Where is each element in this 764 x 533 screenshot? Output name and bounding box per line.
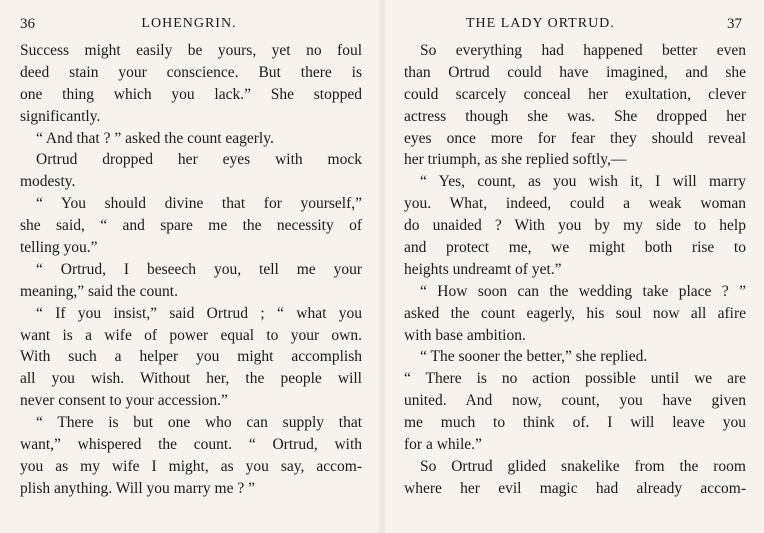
text-line: “ And that ? ” asked the count eagerly. [36, 129, 274, 147]
text-line: where her evil magic had already accom- [404, 479, 746, 497]
right-page-number: 37 [727, 16, 742, 32]
text-line: So Ortrud glided snakelike from the room [420, 457, 746, 475]
text-line: Success might easily be yours, yet no foul [20, 42, 362, 59]
left-page-number: 36 [20, 16, 35, 32]
text-line: “ Yes, count, as you wish it, I will marry [420, 173, 746, 191]
text-line: you as my wife I might, as you say, accom- [20, 457, 362, 475]
text-line: “ You should divine that for yourself,” [36, 195, 362, 213]
text-line: for a while.” [404, 436, 482, 454]
text-line: could scarcely conceal her exultation, clever [404, 85, 746, 103]
left-running-head [20, 16, 358, 36]
right-page [382, 0, 764, 533]
text-line: actress though she was. She dropped her [404, 107, 746, 125]
text-line: deed stain your conscience. But there is [20, 63, 362, 81]
text-line: “ How soon can the wedding take place ? ” [420, 282, 746, 300]
text-line: all you wish. Without her, the people will [20, 370, 362, 388]
text-line: significantly. [20, 107, 101, 125]
text-line: and protect me, we might both rise to [404, 239, 746, 257]
text-line: “ Ortrud, I beseech you, tell me your [36, 260, 362, 278]
left-running-title: LOHENGRIN. [141, 16, 237, 31]
right-page-text [404, 40, 746, 500]
right-running-title: THE LADY ORTRUD. [466, 16, 615, 31]
text-line: want,” whispered the count. “ Ortrud, with [20, 436, 362, 454]
text-line: want is a wife of power equal to your own. [20, 326, 362, 344]
left-page-text [20, 40, 362, 500]
text-line: with base ambition. [404, 326, 526, 344]
text-line: asked the count eagerly, his soul now all afire [404, 304, 746, 322]
text-line: you. What, indeed, could a weak woman [404, 195, 746, 213]
text-line: plish anything. Will you marry me ? ” [20, 479, 255, 497]
text-line: her triumph, as she replied softly,— [404, 151, 627, 169]
text-line: meaning,” said the count. [20, 282, 178, 300]
text-line: “ There is no action possible until we are [404, 370, 746, 388]
text-line: So everything had happened better even [420, 42, 746, 59]
text-line: never consent to your accession.” [20, 392, 228, 410]
text-line: united. And now, count, you have given [404, 392, 746, 410]
text-line: “ The sooner the better,” she replied. [420, 348, 648, 366]
right-running-head [404, 16, 742, 36]
text-line: me much to think of. I will leave you [404, 414, 746, 432]
text-line: telling you.” [20, 239, 98, 257]
text-line: do unaided ? With you by my side to help [404, 217, 746, 235]
text-line: Ortrud dropped her eyes with mock [36, 151, 362, 169]
text-line: than Ortrud could have imagined, and she [404, 63, 746, 81]
text-line: heights undreamt of yet.” [404, 260, 562, 278]
text-line: With such a helper you might accomplish [20, 348, 362, 366]
text-line: modesty. [20, 173, 76, 191]
text-line: one thing which you lack.” She stopped [20, 85, 362, 103]
text-line: she said, “ and spare me the necessity of [20, 217, 362, 235]
text-line: “ There is but one who can supply that [36, 414, 362, 432]
text-line: “ If you insist,” said Ortrud ; “ what you [36, 304, 362, 322]
text-line: eyes once more for fear they should reveal [404, 129, 746, 147]
